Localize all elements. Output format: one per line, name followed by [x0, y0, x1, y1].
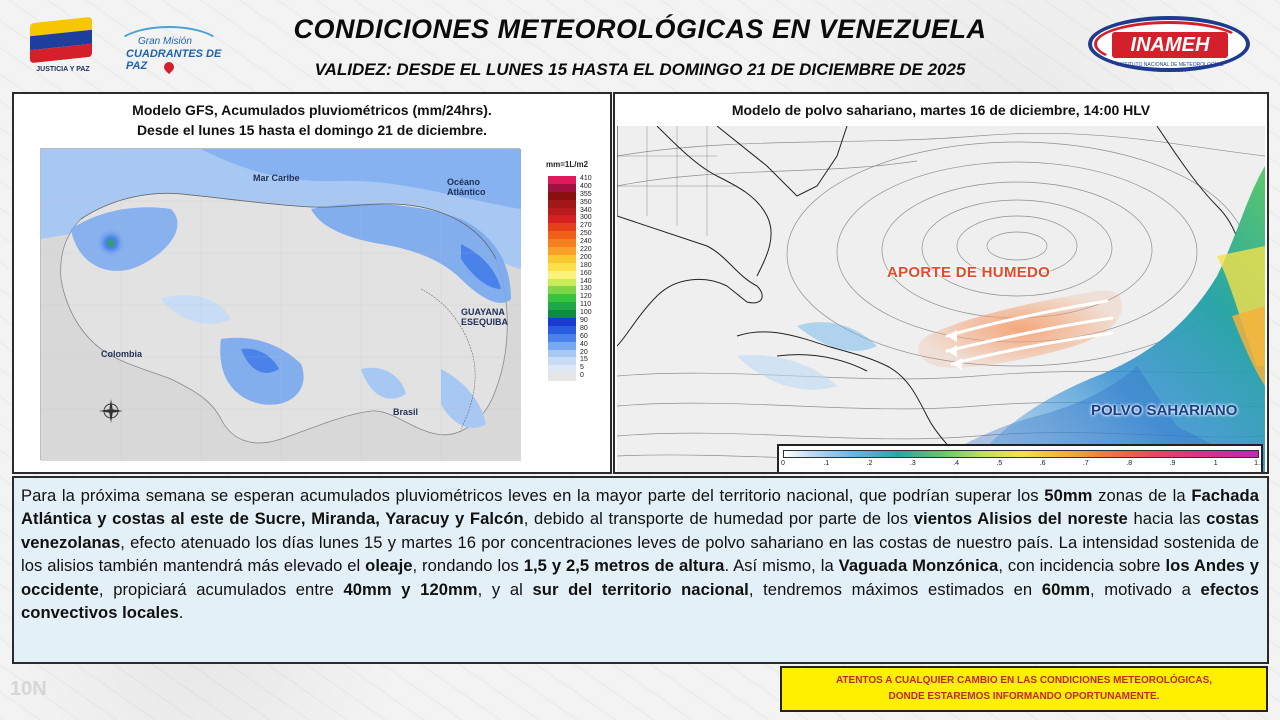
legend-swatch: [548, 175, 592, 184]
legend-swatch: [548, 317, 588, 326]
colorbar-tick-label: .6: [1039, 460, 1046, 467]
legend-swatch: [548, 198, 592, 208]
legend-swatch: [548, 261, 592, 271]
legend-value: 410: [580, 175, 592, 182]
legend-swatch: [548, 253, 592, 263]
gfs-title-line2: Desde el lunes 15 hasta el domingo 21 de diciembre.: [136, 122, 488, 138]
legend-swatch: [548, 332, 588, 342]
legend-value: 300: [580, 214, 592, 222]
inameh-logo: [1088, 12, 1252, 74]
page-title: CONDICIONES METEOROLÓGICAS EN VENEZUELA: [293, 14, 987, 44]
legend-swatch: [548, 340, 588, 350]
colorbar-tick-label: 1.1: [1254, 460, 1264, 467]
legend-swatch: [548, 222, 592, 231]
legend-value: 340: [580, 206, 592, 214]
legend-value: 400: [580, 182, 592, 190]
legend-value: 15: [580, 356, 588, 364]
legend-value: 140: [580, 277, 592, 285]
label-colombia: Colombia: [101, 349, 143, 359]
cuadrantes-de-paz-logo: [106, 20, 236, 78]
validity-subtitle: VALIDEZ: DESDE EL LUNES 15 HASTA EL DOMINGO 21 DE DICIEMBRE DE 2025: [314, 60, 966, 79]
colorbar-tick-label: .7: [1082, 460, 1089, 467]
watermark-label: 10N: [10, 678, 47, 700]
legend-value: 270: [580, 222, 592, 230]
legend-swatch: [548, 364, 584, 373]
label-guayana: GUAYANA: [461, 307, 505, 317]
legend-value: 240: [580, 238, 592, 246]
legend-value: 100: [580, 309, 592, 317]
colorbar-tick-label: .1: [823, 460, 830, 467]
legend-value: 90: [580, 317, 588, 325]
colorbar-tick-label: .2: [866, 460, 873, 467]
logo-gm-line1: Gran Misión: [138, 36, 192, 47]
legend-swatch: [548, 246, 592, 255]
legend-value: 180: [580, 261, 592, 269]
legend-value: 160: [580, 269, 592, 277]
colorbar-tick-label: .5: [996, 460, 1003, 467]
forecast-description: [12, 476, 1269, 664]
legend-value: 40: [580, 340, 588, 348]
legend-value: 220: [580, 246, 592, 254]
legend-value: 0: [580, 372, 584, 380]
legend-unit: mm=1L/m2: [546, 160, 589, 169]
label-brasil: Brasil: [393, 407, 419, 417]
dust-colorbar: [777, 444, 1263, 472]
legend-swatch: [548, 190, 592, 200]
colorbar-tick-label: .4: [953, 460, 959, 467]
label-oceano: Océano Atlántico: [447, 177, 486, 197]
label-mar-caribe: Mar Caribe: [253, 173, 300, 183]
colorbar-tick-label: 1: [1213, 460, 1218, 467]
colorbar-gradient: [783, 450, 1259, 458]
gfs-panel-title: [14, 100, 610, 140]
logo-gm-line2: CUADRANTES DE PAZ: [126, 48, 222, 72]
gfs-rainfall-panel: [12, 92, 612, 474]
warning-line1: ATENTOS A CUALQUIER CAMBIO EN LAS CONDICIONES METEOROLÓGICAS,: [835, 675, 1213, 686]
legend-swatch: [548, 301, 592, 310]
colorbar-tick-label: .8: [1126, 460, 1133, 467]
justicia-paz-logo: [28, 20, 94, 76]
legend-swatch: [548, 269, 592, 279]
warning-banner: [780, 666, 1268, 712]
dust-map-graphic: [617, 126, 1265, 472]
legend-value: 200: [580, 253, 592, 261]
legend-value: 5: [580, 364, 584, 372]
forecast-paragraph: Para la próxima semana se esperan acumulados pluviométricos leves en la mayor parte del territorio nacional, que podrían superar los 50mm zonas de la Fachada Atlántica y costas al este de Sucre, Miranda, Yaracuy y Falcón, debido al transporte de humedad por parte de los vientos Alisios del noreste hacia las costas venezolanas, efecto atenuado los días lunes 15 y martes 16 por concentraciones leves de polvo sahariano en las costas de nuestro país. La intensidad sostenida de los alisios también mantendrá más elevado el oleaje, rondando los 1,5 y 2,5 metros de altura. Así mismo, la Vaguada Monzónica, con incidencia sobre los Andes y occidente, propiciará acumulados entre 40mm y 120mm, y al sur del territorio nacional, tendremos máximos estimados en 60mm, motivado a efectos convectivos locales.: [21, 486, 1260, 623]
legend-value: 80: [580, 324, 588, 332]
dust-panel-title: Modelo de polvo sahariano, martes 16 de diciembre, 14:00 HLV: [731, 102, 1151, 118]
legend-swatch: [548, 348, 588, 358]
legend-swatch: [548, 293, 592, 302]
legend-swatch: [548, 324, 588, 334]
legend-value: 120: [580, 293, 592, 301]
colorbar-tick-label: 0: [781, 460, 785, 467]
inameh-logo-small: INSTITUTO NACIONAL DE METEOROLOGÍA E HIDROLOGÍA: [1116, 62, 1224, 74]
saharan-dust-map: [617, 126, 1265, 472]
venezuela-rainfall-map: [40, 148, 520, 460]
venezuela-flag-icon: [30, 17, 92, 64]
legend-swatch: [548, 285, 592, 294]
colorbar-tick-label: .9: [1169, 460, 1176, 467]
legend-value: 20: [580, 348, 588, 356]
inameh-logo-text: INAMEH: [1112, 32, 1228, 58]
legend-value: 130: [580, 285, 592, 293]
legend-swatch: [548, 214, 592, 223]
saharan-dust-panel: [613, 92, 1269, 474]
legend-value: 60: [580, 332, 588, 340]
legend-value: 350: [580, 198, 592, 206]
colorbar-ticks: [781, 460, 1264, 472]
warning-line2: DONDE ESTAREMOS INFORMANDO OPORTUNAMENTE.: [888, 691, 1160, 702]
colorbar-tick-label: .3: [909, 460, 916, 467]
saharan-dust-label: POLVO SAHARIANO: [1091, 402, 1238, 419]
legend-swatch: [548, 277, 592, 287]
legend-swatch: [548, 372, 584, 381]
legend-swatch: [548, 238, 592, 247]
legend-value: 355: [580, 190, 592, 198]
moisture-label: APORTE DE HUMEDO: [887, 264, 1051, 281]
legend-swatch: [548, 356, 588, 365]
legend-swatch: [548, 309, 592, 318]
label-esequiba: ESEQUIBA: [461, 317, 509, 327]
legend-swatch: [548, 230, 592, 239]
legend-swatch: [548, 182, 592, 192]
logo-left-caption: JUSTICIA Y PAZ: [36, 66, 90, 73]
gfs-title-line1: Modelo GFS, Acumulados pluviométricos (mm/24hrs).: [132, 102, 492, 118]
legend-value: 110: [580, 301, 592, 309]
legend-value: 250: [580, 230, 592, 238]
legend-swatch: [548, 206, 592, 216]
rainfall-legend: [548, 175, 592, 381]
